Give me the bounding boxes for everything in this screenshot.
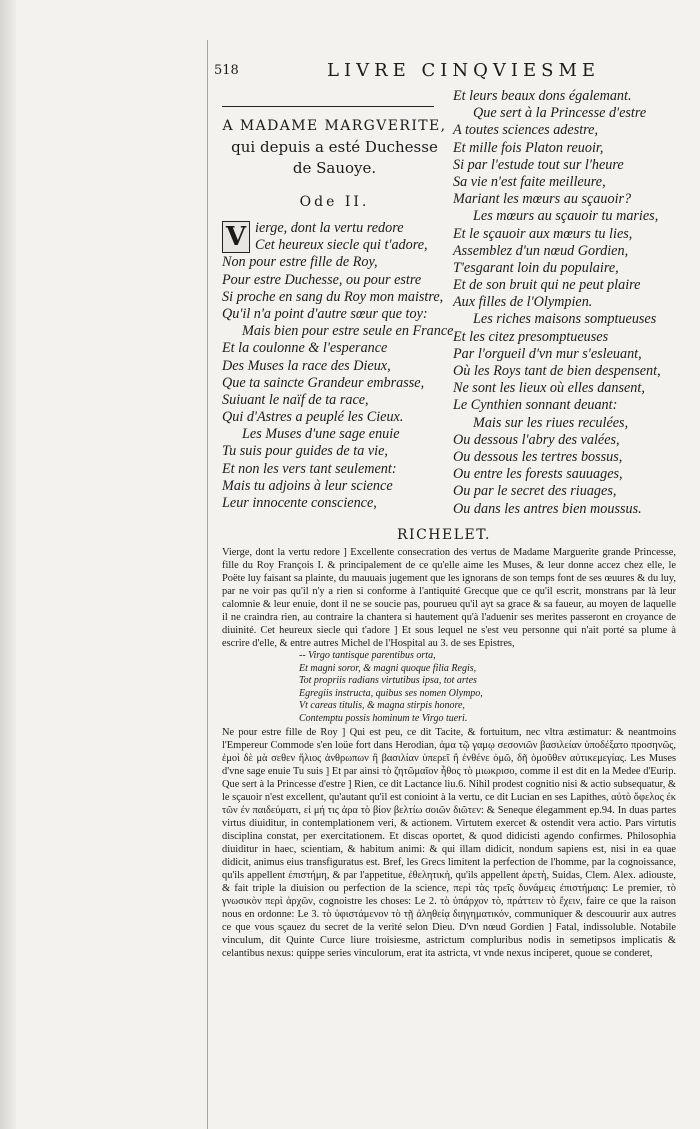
latin-line: -- Virgo tantisque parentibus orta,	[299, 650, 436, 661]
verse-line: Ne sont les lieux où elles dansent,	[453, 380, 645, 397]
verse-line: Et la coulonne & l'esperance	[222, 340, 388, 357]
verse-line: Ou dans les antres bien moussus.	[453, 500, 642, 517]
verse-line: T'esgarant loin du populaire,	[453, 259, 619, 276]
verse-line: Leur innocente conscience,	[222, 495, 377, 511]
dedication-line-1: A MADAME MARGVERITE,	[222, 118, 447, 134]
verse-line: Les mœurs au sçauoir tu maries,	[473, 208, 659, 225]
right-verse-column	[453, 88, 673, 518]
verse-line: Le Cynthien sonnant deuant:	[453, 397, 618, 414]
verse-line: Ou dessous l'abry des valées,	[453, 431, 620, 448]
latin-line: Contemptu possis hominum te Virgo tueri.	[299, 712, 468, 724]
page-number: 518	[214, 63, 239, 78]
drop-cap: V	[222, 221, 250, 253]
verse-line: Suiuant le naïf de ta race,	[222, 391, 369, 408]
verse-line: Par l'orgueil d'vn mur s'esleuant,	[453, 345, 642, 362]
verse-line: Des Muses la race des Dieux,	[222, 357, 391, 374]
latin-line: Vt careas titulis, & magna stirpis honore,	[299, 700, 465, 712]
verse-line: Ou dessous les tertres bossus,	[453, 448, 623, 465]
dedication-line-2: qui depuis a esté Duchesse	[231, 138, 438, 156]
verse-line: Qui d'Astres a peuplé les Cieux.	[222, 409, 404, 426]
latin-line: Egregiis instructa, quibus ses nomen Olympo,	[299, 687, 483, 699]
commentary-title: RICHELET.	[397, 527, 491, 543]
latin-line: Et magni soror, & magni quoque filia Regis,	[299, 662, 477, 674]
dedication	[222, 116, 447, 179]
verse-line: Assemblez d'un nœud Gordien,	[453, 242, 629, 259]
verse-line: Que sert à la Princesse d'estre	[473, 105, 647, 122]
verse-line: Et leurs beaux dons égalemant.	[453, 88, 632, 104]
verse-line: Pour estre Duchesse, ou pour estre	[222, 271, 422, 288]
verse-line: Mariant les mœurs au sçauoir?	[453, 191, 632, 208]
verse-line: Ou entre les forests sauuages,	[453, 466, 623, 483]
verse-line: Et de son bruit qui ne peut plaire	[453, 277, 641, 294]
verse-block-left	[222, 220, 454, 512]
verse-line: Si proche en sang du Roy mon maistre,	[222, 288, 444, 305]
verse-line: Les riches maisons somptueuses	[473, 311, 657, 328]
left-verse-column	[222, 100, 454, 512]
verse-line: Aux filles de l'Olympien.	[453, 294, 593, 311]
latin-line: Tot propriis radians virtutibus ipsa, tot artes	[299, 675, 477, 687]
verse-line: Mais sur les riues reculées,	[473, 414, 629, 431]
verse-line: Et non les vers tant seulement:	[222, 460, 397, 477]
ode-heading: Ode II.	[299, 194, 370, 210]
verse-line: Et mille fois Platon reuoir,	[453, 139, 604, 156]
verse-line: ierge, dont la vertu redore	[255, 220, 404, 236]
verse-line: Mais bien pour estre seule en France	[242, 323, 454, 340]
top-rule	[222, 106, 434, 107]
binding-gutter	[0, 0, 16, 1129]
commentary-paragraph-2: Ne pour estre fille de Roy ] Qui est peu, ce dit Tacite, & fortuitum, nec vltra æstimatur: & neantmoins l'Empereur Commode s'en loüe fort dans Herodian, ἀμα τῷ γαμῳ σεσονιῶν βασιλείαν ὑποδέξατο προσηνῶς, ἐμοὶ δὲ μὰ σεθεν ἥλιος ἀνθρωπων ἢ βασιλίαν ὑπερεῖ ἢ ἐνθένε ὀμῶ, δῆ ὁμοῦθεν αὐτικεμεγίας. Les Muses d'vne sage enuie Tu suis ] Et par ainsi τὸ ζητῶμαῖον ἦθος τὸ μιωκρισο, comme il est dit en la Medee d'Eurip. Que sert à la Princesse d'estre ] Rien, ce dit Lactance liu.6. Nihil prodest cognitio nisi & actio subsequatur, & le sçauoir n'est excellent, qu'autant qu'il est conioint à la vertu, ce dit Lucian en ses Lapithes, αὐτὸ ὄφελος ἐκ τῶν ἐν παιδεύματι, εἰ μή τις ἀρα τὸ βίον βελτίω σοιῶν διῶτεν: & Seneque élegamment ep.94. In duas partes virtus diuiditur, in contemplationem veri, & actionem. Virtutem exercet & ostendit vera actio. Pars virtutis disciplina constat, per exercitationem. Et discas oportet, & quod didicisti agendo confirmes. Philosophia diuiditur in haec, scientiam, & habitum animi: & qui illam didicit, nondum sapiens est, nisi in ea quae didicit, animus eius transfiguratus est. Bref, les Grecs limitent la perfection de l'homme, par la cognoissance, qu'ils appellent ἐπιστήμη, & par l'appetitue, ἐθελητικὴ, qu'ils appellent ἀρετὴ, Suidas, Clem. Alex. adiouste, & fait triple la diuision ou perfection de la science, περὶ τὰς τρεῖς δυνάμεις ἐπιστήμαις: Le premier, τὸ γνωσικὸν περὶ ἀρχῶν, cognoistre les choses: Le 2. τὸ ὑπάρχον τὸ, πράττειν τὸ ἔχειν, faire ce que la raison nous en ordonne: Le 3. τὸ ὑφιστάμενον τὸ τῇ ἀληθείᾳ διηγηματικόν, communiquer & descouurir aux autres ce que vous sçauez du secret de la verité selon Dieu. D'vn nœud Gordien ] Fatal, indissoluble. Notabile vinculum, dit Quinte Curce liure troisiesme, astrictum compluribus nodis in semetipsos implicatis & celantibus nexus: quippe series vinculorum, erat ita astricta, vt vnde nexus inciperet, quoue se conderet,	[222, 726, 676, 959]
verse-line: Cet heureux siecle qui t'adore,	[255, 237, 428, 254]
verse-line: A toutes sciences adestre,	[453, 122, 598, 139]
latin-quote	[222, 650, 676, 726]
dedication-line-3: de Sauoye.	[292, 159, 377, 177]
column-rule	[207, 40, 208, 1129]
verse-line: Sa vie n'est faite meilleure,	[453, 173, 606, 190]
verse-line: Ou par le secret des riuages,	[453, 483, 617, 500]
verse-line: Où les Roys tant de bien despensent,	[453, 363, 661, 379]
verse-line: Non pour estre fille de Roy,	[222, 254, 378, 271]
verse-line: Et les citez presomptueuses	[453, 328, 609, 345]
verse-line: Que ta saincte Grandeur embrasse,	[222, 374, 425, 391]
verse-line: Tu suis pour guides de ta vie,	[222, 443, 388, 460]
verse-line: Les Muses d'une sage enuie	[242, 426, 400, 443]
running-title: LIVRE CINQVIESME	[327, 60, 601, 81]
commentary	[222, 546, 676, 960]
verse-line: Et le sçauoir aux mœurs tu lies,	[453, 225, 633, 242]
verse-line: Si par l'estude tout sur l'heure	[453, 156, 624, 173]
commentary-paragraph-1: Vierge, dont la vertu redore ] Excellente consecration des vertus de Madame Marguerite grande Princesse, fille du Roy François I. & principalement de ce qu'elle aime les Muses, & leur donne accez chez elle, le Poëte luy faisant sa plainte, du mauuais jugement que les ignorans de son temps font de ses œuures & du luy, par ne voir pas qu'il n'y a rien si conforme à l'antiquité Grecque que ce qu'il escrit, monstrans par là leur calomnie & leur enuie, dont il ne se soucie pas, pourueu qu'il ayt sa grace & sa faueur, au moyen de laquelle il ne craindra rien, au contraire la chantera si hautement qu'à l'aduenir ses merites passeront en croyance de diuinité. Cet heureux siecle qui t'adore ] Et sous lequel ne s'est veu personne qui n'ait porté sa plume à escrire d'elle, & entre autres Michel de l'Hospital au 3. de ses Epistres,	[222, 547, 676, 649]
verse-line: Mais tu adjoins à leur science	[222, 477, 393, 494]
verse-line: Qu'il n'a point d'autre sœur que toy:	[222, 305, 428, 322]
